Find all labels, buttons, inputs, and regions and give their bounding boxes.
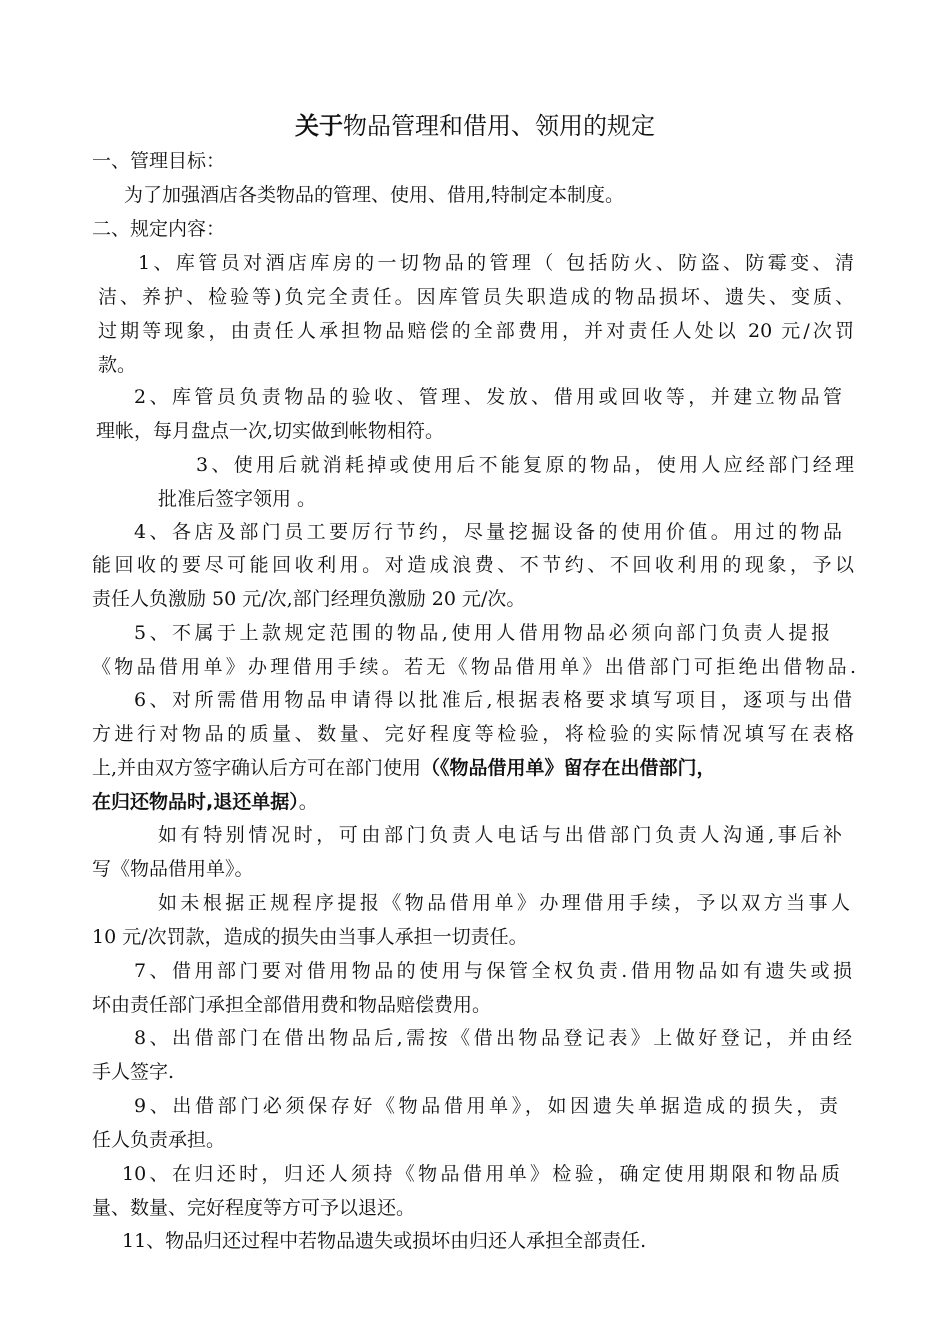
title-emphasis: 关于 [295, 112, 343, 140]
rule-4-line-1: 4、各店及部门员工要厉行节约，尽量挖掘设备的使用价值。用过的物品 [134, 521, 842, 543]
rule-6a-line-1: 如有特别情况时，可由部门负责人电话与出借部门负责人沟通,事后补 [158, 824, 842, 846]
rule-2-line-2: 理帐，每月盘点一次,切实做到帐物相符。 [96, 420, 445, 442]
rule-6-line-4 [92, 785, 318, 819]
rule-8-line-1: 8、出借部门在借出物品后,需按《借出物品登记表》上做好登记，并由经 [134, 1027, 852, 1049]
section1-text: 为了加强酒店各类物品的管理、使用、借用,特制定本制度。 [124, 184, 625, 206]
rule-9-line-1: 9、出借部门必须保存好《物品借用单》，如因遗失单据造成的损失，责 [134, 1095, 838, 1117]
rule-4-line-3: 责任人负激励 50 元/次,部门经理负激励 20 元/次。 [92, 588, 526, 610]
rule-7-line-1: 7、借用部门要对借用物品的使用与保管全权负责.借用物品如有遗失或损 [134, 960, 852, 982]
rule-6-bold-note: （《物品借用单》留存在出借部门， [421, 757, 716, 779]
rule-1-line-3: 过期等现象，由责任人承担物品赔偿的全部费用，并对责任人处以 20 元/次罚 [98, 320, 854, 342]
rule-1-line-4: 款。 [98, 354, 137, 376]
rule-4-line-2: 能回收的要尽可能回收利用。对造成浪费、不节约、不回收利用的现象，予以 [92, 554, 854, 576]
rule-6-line-2: 方进行对物品的质量、数量、完好程度等检验，将检验的实际情况填写在表格 [92, 723, 854, 745]
rule-1-line-2: 洁、养护、检验等)负完全责任。因库管员失职造成的物品损坏、遗失、变质、 [98, 286, 854, 308]
rule-6-line-3 [92, 751, 716, 785]
rule-6b-line-1: 如未根据正规程序提报《物品借用单》办理借用手续，予以双方当事人 [158, 892, 850, 914]
rule-7-line-2: 坏由责任部门承担全部借用费和物品赔偿费用。 [92, 994, 492, 1016]
rule-6a-line-2: 写《物品借用单》。 [92, 858, 254, 880]
rule-5-line-1: 5、不属于上款规定范围的物品,使用人借用物品必须向部门负责人提报 [134, 622, 830, 644]
rule-3-line-1: 3、使用后就消耗掉或使用后不能复原的物品，使用人应经部门经理 [196, 454, 854, 476]
section2-heading: 二、规定内容： [92, 218, 226, 240]
page-title [0, 111, 950, 141]
rule-10-line-1: 10、在归还时，归还人须持《物品借用单》检验，确定使用期限和物品质 [122, 1163, 840, 1185]
rule-8-line-2: 手人签字. [92, 1061, 175, 1083]
rule-6-line-3-text: 上,并由双方签字确认后方可在部门使用 [92, 757, 422, 779]
rule-6b-line-2: 10 元/次罚款，造成的损失由当事人承担一切责任。 [92, 926, 528, 948]
rule-9-line-2: 任人负责承担。 [92, 1129, 226, 1151]
rule-1-line-1: 1、库管员对酒店库房的一切物品的管理（ 包括防火、防盗、防霉变、清 [138, 252, 854, 274]
rule-6-bold-note-2: 在归还物品时,退还单据） [92, 791, 299, 813]
rule-3-line-2: 批准后签字领用 。 [158, 488, 317, 510]
title-rest: 物品管理和借用、领用的规定 [343, 112, 655, 140]
rule-10-line-2: 量、数量、完好程度等方可予以退还。 [92, 1197, 416, 1219]
rule-2-line-1: 2、库管员负责物品的验收、管理、发放、借用或回收等，并建立物品管 [134, 386, 842, 408]
rule-5-line-2: 《物品借用单》办理借用手续。若无《物品借用单》出借部门可拒绝出借物品. [92, 656, 856, 678]
rule-11-line-1: 11、物品归还过程中若物品遗失或损坏由归还人承担全部责任. [122, 1230, 647, 1252]
section1-heading: 一、管理目标： [92, 150, 226, 172]
rule-6-period: 。 [298, 791, 318, 813]
rule-6-line-1: 6、对所需借用物品申请得以批准后,根据表格要求填写项目，逐项与出借 [134, 689, 852, 711]
